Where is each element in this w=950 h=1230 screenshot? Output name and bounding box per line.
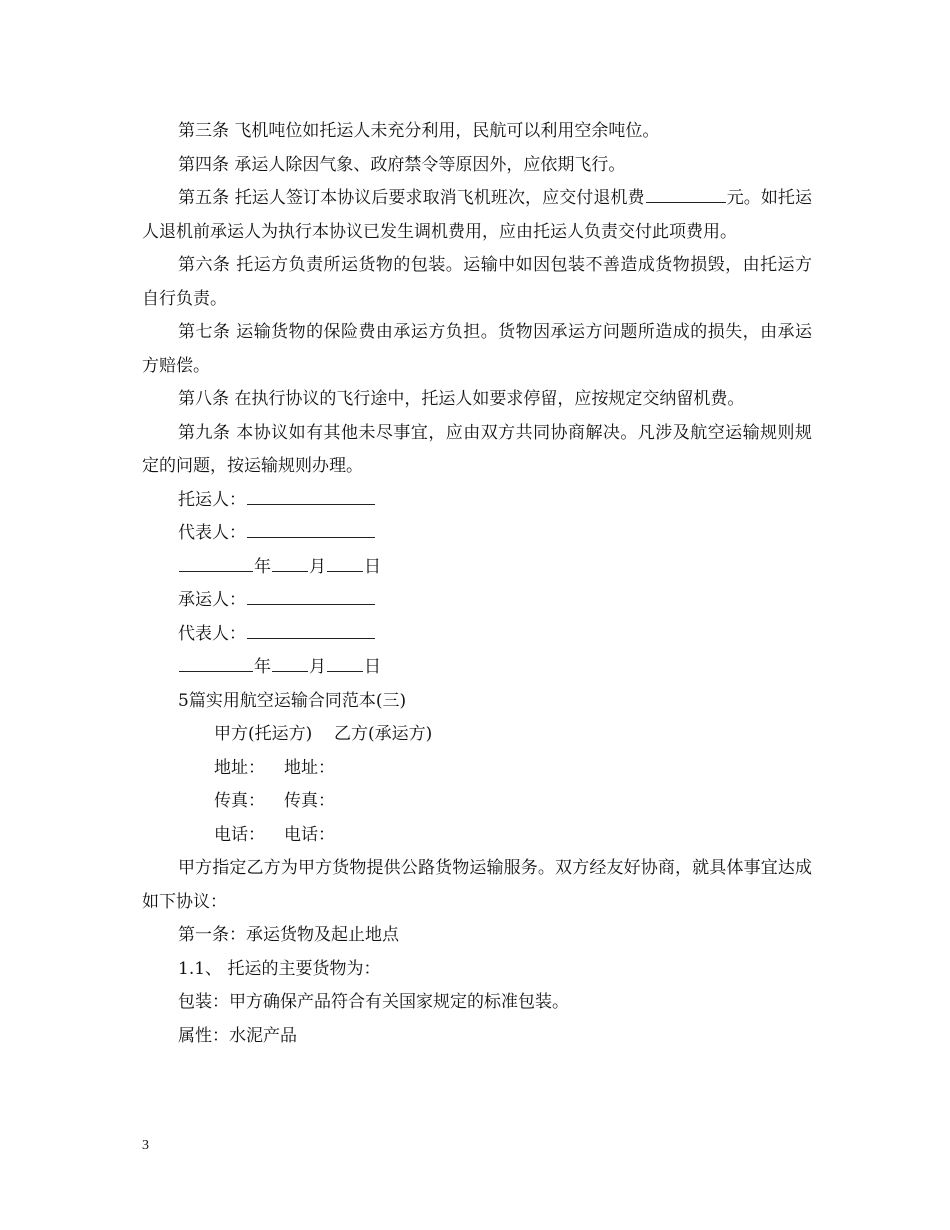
shipper-rep-blank xyxy=(247,521,375,538)
carrier-signature-line xyxy=(142,584,812,618)
carrier-rep-signature-line xyxy=(142,618,812,652)
shipper-blank xyxy=(247,487,375,504)
page-number: 3 xyxy=(142,1138,149,1153)
clause-1-1: 1.1、 托运的主要货物为： xyxy=(178,958,381,979)
parties-line xyxy=(142,718,812,752)
article-3: 第三条 飞机吨位如托运人未充分利用，民航可以利用空余吨位。 xyxy=(178,121,660,141)
year-blank xyxy=(179,554,253,571)
year-label: 年 xyxy=(254,657,271,677)
day-blank xyxy=(327,554,363,571)
shipper-label: 托运人： xyxy=(178,489,246,510)
party-b-label: 乙方(承运方) xyxy=(334,724,433,744)
party-b-address-label: 地址： xyxy=(284,757,335,778)
year-blank xyxy=(179,655,253,672)
packaging-clause: 包装：甲方确保产品符合有关国家规定的标准包装。 xyxy=(178,992,569,1012)
day-blank xyxy=(327,655,363,672)
party-a-address-label: 地址： xyxy=(214,757,265,778)
intro-paragraph: 甲方指定乙方为甲方货物提供公路货物运输服务。双方经友好协商，就具体事宜达成如下协议： xyxy=(142,858,812,912)
party-a-fax-label: 传真： xyxy=(214,791,265,811)
shipper-rep-signature-line xyxy=(142,517,812,551)
shipper-rep-label: 代表人： xyxy=(178,523,246,543)
article-5 xyxy=(142,182,812,249)
carrier-rep-blank xyxy=(247,621,375,638)
article-9: 第九条 本协议如有其他未尽事宜，应由双方共同协商解决。凡涉及航空运输规则规定的问题，按运输规则办理。 xyxy=(142,422,812,476)
party-a-phone-label: 电话： xyxy=(214,824,265,845)
carrier-rep-label: 代表人： xyxy=(178,623,246,644)
carrier-blank xyxy=(247,588,375,605)
carrier-label: 承运人： xyxy=(178,590,246,610)
article-4: 第四条 承运人除因气象、政府禁令等原因外，应依期飞行。 xyxy=(178,154,626,175)
month-blank xyxy=(272,554,308,571)
party-b-phone-label: 电话： xyxy=(284,824,335,845)
fee-blank xyxy=(646,186,726,203)
property-clause: 属性：水泥产品 xyxy=(178,1025,297,1046)
fax-line xyxy=(142,785,812,819)
month-label: 月 xyxy=(309,556,326,577)
article-8: 第八条 在执行协议的飞行途中，托运人如要求停留，应按规定交纳留机费。 xyxy=(178,389,745,409)
article-5-text-b: 元。如托运人退机前承运人为执行本协议已发生调机费用，应由托运人负责交付此项费用。 xyxy=(142,188,813,242)
party-b-fax-label: 传真： xyxy=(284,791,335,811)
article-1-heading: 第一条：承运货物及起止地点 xyxy=(178,925,399,945)
section-heading: 5篇实用航空运输合同范本(三) xyxy=(178,690,407,711)
month-label: 月 xyxy=(309,657,326,677)
article-5-text-a: 第五条 托运人签订本协议后要求取消飞机班次，应交付退机费 xyxy=(178,188,645,208)
address-line xyxy=(142,752,812,786)
party-a-label: 甲方(托运方) xyxy=(214,724,313,744)
month-blank xyxy=(272,655,308,672)
phone-line xyxy=(142,819,812,853)
carrier-date-line xyxy=(142,651,812,685)
day-label: 日 xyxy=(364,657,381,677)
shipper-signature-line xyxy=(142,484,812,518)
year-label: 年 xyxy=(254,556,271,577)
day-label: 日 xyxy=(364,556,381,577)
article-6: 第六条 托运方负责所运货物的包装。运输中如因包装不善造成货物损毁，由托运方自行负责。 xyxy=(142,255,812,309)
shipper-date-line xyxy=(142,551,812,585)
article-7: 第七条 运输货物的保险费由承运方负担。货物因承运方问题所造成的损失，由承运方赔偿。 xyxy=(142,322,812,376)
document-body xyxy=(142,115,812,1053)
